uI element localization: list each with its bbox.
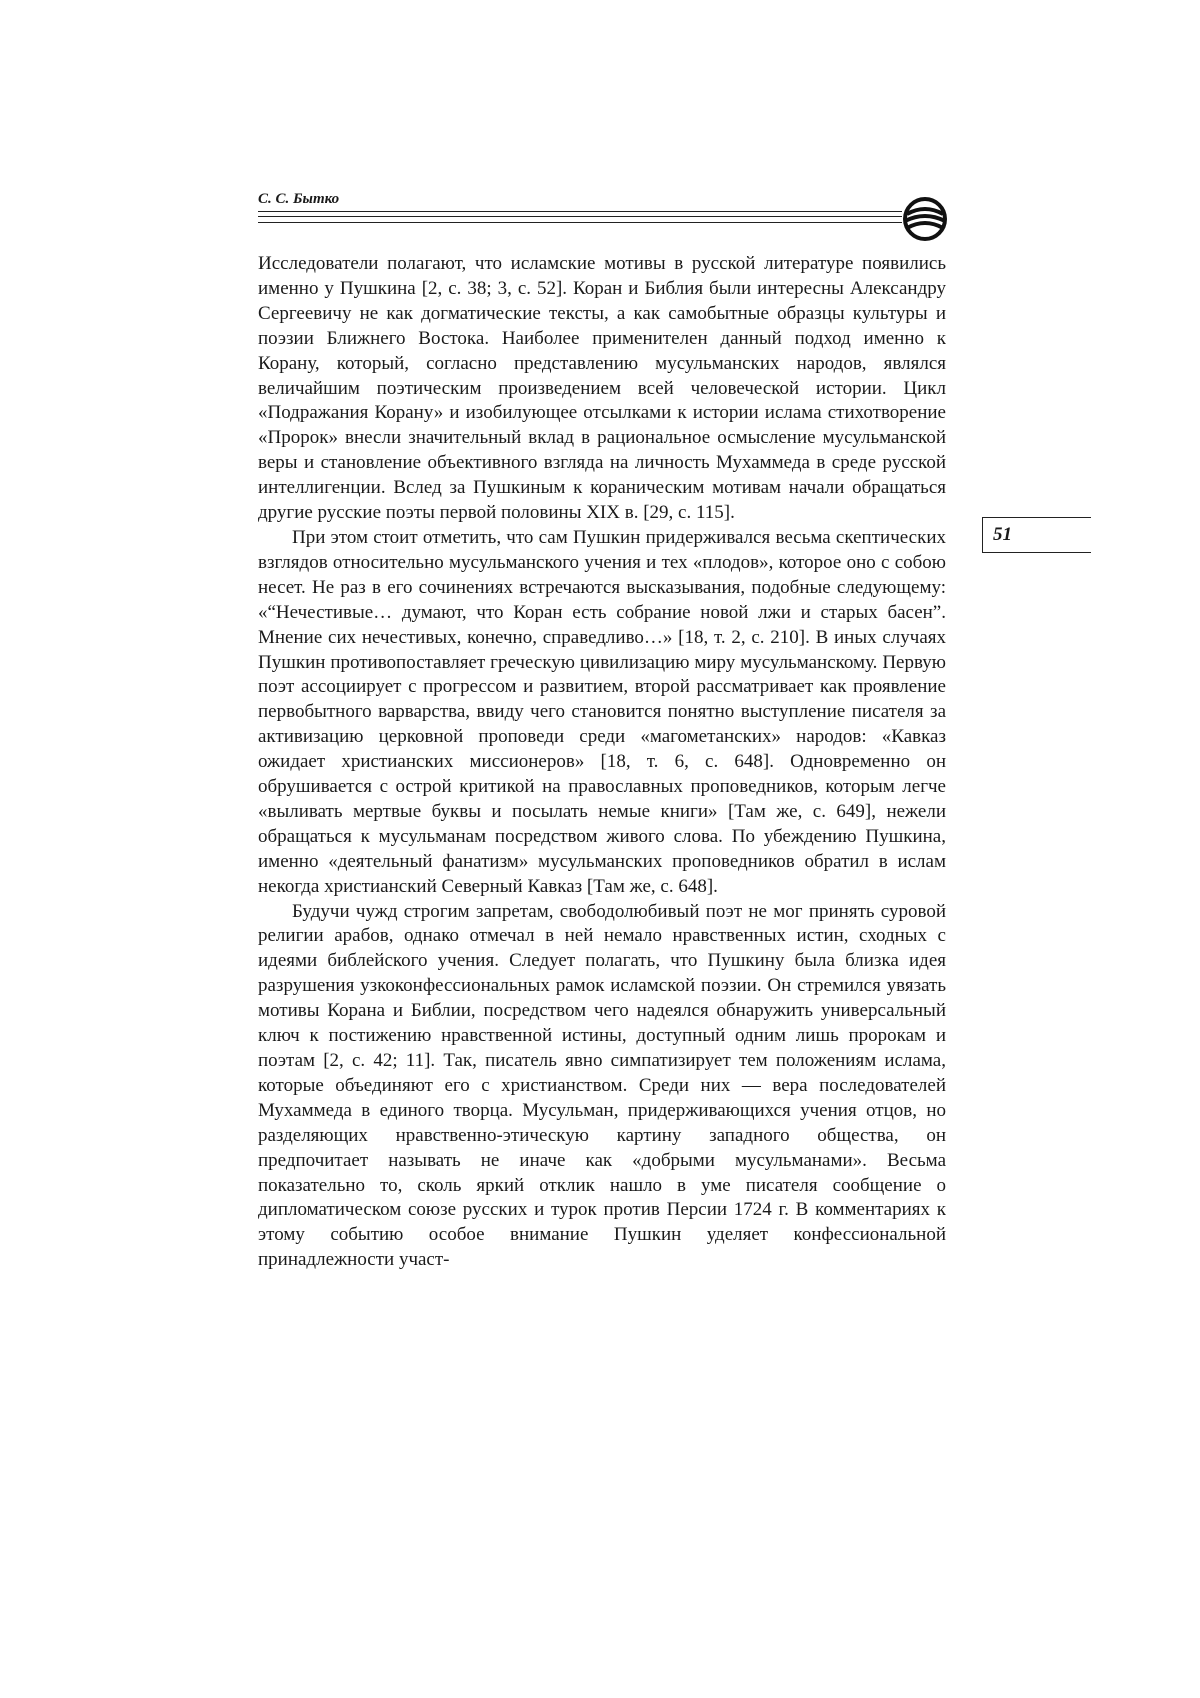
- header-rule: [258, 216, 902, 217]
- page-number-box: [982, 517, 1091, 553]
- paragraph: Исследователи полагают, что исламские мотивы в русской литературе появились именно у Пушкина [2, с. 38; 3, с. 52]. Коран и Библия были интересны Александру Сергеевичу не как догматические тексты, а как самобытные образцы культуры и поэзии Ближнего Востока. Наиболее применителен данный подход именно к Корану, который, согласно представлению мусульманских народов, являлся величайшим поэтическим произведением всей человеческой истории. Цикл «Подражания Корану» и изобилующее отсылками к истории ислама стихотворение «Пророк» внесли значительный вклад в рациональное осмысление мусульманской веры и становление объективного взгляда на личность Мухаммеда в среде русской интеллигенции. Вслед за Пушкиным к кораническим мотивам начали обращаться другие русские поэты первой половины XIX в. [29, с. 115].: [258, 253, 946, 524]
- body-text: [258, 252, 946, 1273]
- running-header-author: С. С. Бытко: [258, 191, 340, 207]
- header-rule: [258, 222, 902, 223]
- header-rule: [258, 211, 902, 212]
- paragraph: При этом стоит отметить, что сам Пушкин придерживался весьма скептических взглядов относительно мусульманского учения и тех «плодов», которое оно с собою несет. Не раз в его сочинениях встречаются высказывания, подобные следующему: «“Нечестивые… думают, что Коран есть собрание новой лжи и старых басен”. Мнение сих нечестивых, конечно, справедливо…» [18, т. 2, с. 210]. В иных случаях Пушкин противопоставляет греческую цивилизацию миру мусульманскому. Первую поэт ассоциирует с прогрессом и развитием, второй рассматривает как проявление первобытного варварства, ввиду чего становится понятно выступление писателя за активизацию церковной проповеди среди «магометанских» народов: «Кавказ ожидает христианских миссионеров» [18, т. 6, с. 648]. Одновременно он обрушивается с острой критикой на православных проповедников, которым легче «выливать мертвые буквы и посылать немые книги» [Там же, с. 649], нежели обращаться к мусульманам посредством живого слова. По убеждению Пушкина, именно «деятельный фанатизм» мусульманских проповедников обратил в ислам некогда христианский Северный Кавказ [Там же, с. 648].: [258, 526, 946, 897]
- publisher-logo-icon: [902, 196, 948, 242]
- page-number: 51: [993, 524, 1012, 545]
- paragraph: Будучи чужд строгим запретам, свободолюбивый поэт не мог принять суровой религии арабов, однако отмечал в ней немало нравственных истин, сходных с идеями библейского учения. Следует полагать, что Пушкину была близка идея разрушения узкоконфессиональных рамок исламской поэзии. Он стремился увязать мотивы Корана и Библии, посредством чего надеялся обнаружить универсальный ключ к постижению нравственной истины, доступный одним лишь пророкам и поэтам [2, с. 42; 11]. Так, писатель явно симпатизирует тем положениям ислама, которые объединяют его с христианством. Среди них — вера последователей Мухаммеда в единого творца. Мусульман, придерживающихся учения отцов, но разделяющих нравственно-этическую картину западного общества, он предпочитает называть не иначе как «добрыми мусульманами». Весьма показательно то, сколь яркий отклик нашло в уме писателя сообщение о дипломатическом союзе русских и турок против Персии 1724 г. В комментариях к этому событию особое внимание Пушкин уделяет конфессиональной принадлежности участ-: [258, 900, 946, 1271]
